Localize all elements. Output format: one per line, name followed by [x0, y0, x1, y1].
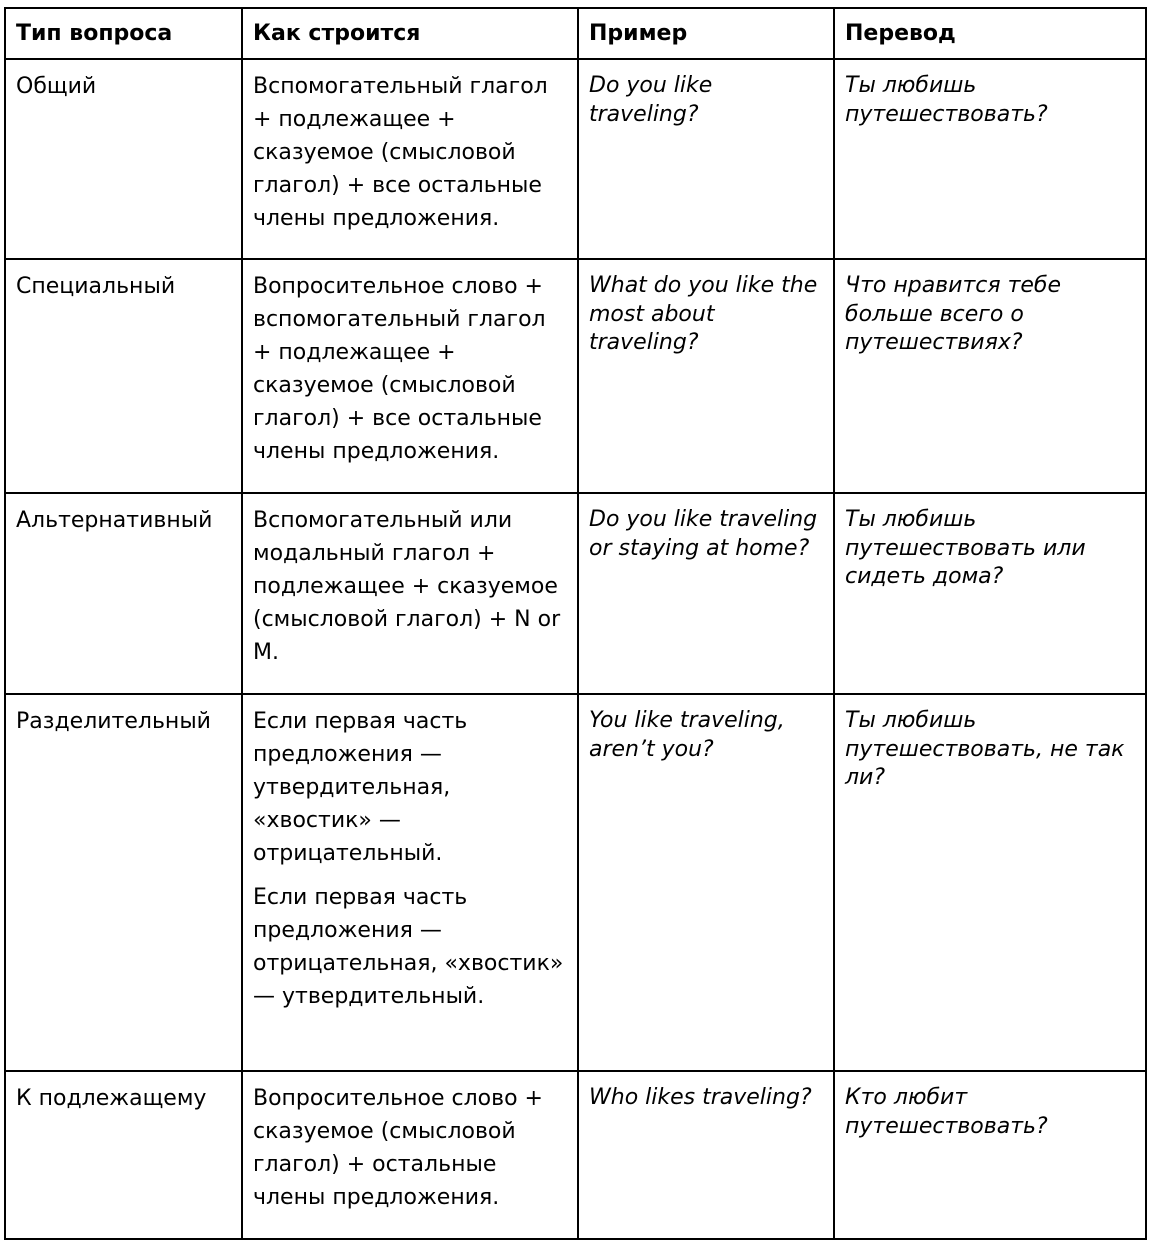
question-types-table: [4, 7, 1147, 1240]
table-row: [5, 694, 1146, 1071]
table-header-row: [5, 8, 1146, 59]
question-type-cell: Разделительный: [5, 694, 242, 1071]
table-row: [5, 259, 1146, 493]
header-example: Пример: [578, 8, 834, 59]
translation-cell: [834, 1071, 1146, 1239]
translation-text: Что нравится тебе больше всего о путешествиях?: [845, 273, 1062, 355]
question-type-cell: Общий: [5, 59, 242, 259]
construction-cell: [242, 493, 578, 694]
construction-text: Вопросительное слово + сказуемое (смысловой глагол) + остальные члены предложения.: [253, 1086, 543, 1210]
example-text: Do you like traveling?: [589, 73, 713, 127]
translation-cell: [834, 694, 1146, 1071]
question-type-cell: Специальный: [5, 259, 242, 493]
translation-cell: [834, 59, 1146, 259]
table-row: [5, 59, 1146, 259]
example-cell: [578, 1071, 834, 1239]
construction-cell: [242, 694, 578, 1071]
example-text: You like traveling, aren’t you?: [589, 708, 785, 762]
example-text: Who likes traveling?: [589, 1085, 812, 1110]
construction-text: Вспомогательный глагол + подлежащее + сказуемое (смысловой глагол) + все остальные члены предложения.: [253, 74, 548, 231]
construction-text: Вспомогательный или модальный глагол + подлежащее + сказуемое (смысловой глагол) + N or M.: [253, 508, 561, 665]
translation-text: Ты любишь путешествовать, не так ли?: [845, 708, 1125, 790]
construction-cell: [242, 1071, 578, 1239]
header-question-type: Тип вопроса: [5, 8, 242, 59]
construction-cell: [242, 259, 578, 493]
header-construction: Как строится: [242, 8, 578, 59]
construction-text: Если первая часть предложения — отрицательная, «хвостик» — утвердительный.: [253, 885, 564, 1009]
question-type-cell: К подлежащему: [5, 1071, 242, 1239]
example-cell: [578, 493, 834, 694]
header-translation: Перевод: [834, 8, 1146, 59]
translation-cell: [834, 259, 1146, 493]
construction-cell: [242, 59, 578, 259]
translation-text: Ты любишь путешествовать?: [845, 73, 1048, 127]
construction-text: Если первая часть предложения — утвердительная, «хвостик» — отрицательный.: [253, 709, 468, 866]
table-row: [5, 1071, 1146, 1239]
example-cell: [578, 259, 834, 493]
example-text: What do you like the most about traveling?: [589, 273, 818, 355]
construction-text: Вопросительное слово + вспомогательный глагол + подлежащее + сказуемое (смысловой глагол) + все остальные члены предложения.: [253, 274, 546, 464]
translation-text: Ты любишь путешествовать или сидеть дома?: [845, 507, 1086, 589]
question-type-cell: Альтернативный: [5, 493, 242, 694]
translation-text: Кто любит путешествовать?: [845, 1085, 1048, 1139]
table-row: [5, 493, 1146, 694]
translation-cell: [834, 493, 1146, 694]
example-cell: [578, 694, 834, 1071]
example-text: Do you like traveling or staying at home?: [589, 507, 818, 561]
example-cell: [578, 59, 834, 259]
